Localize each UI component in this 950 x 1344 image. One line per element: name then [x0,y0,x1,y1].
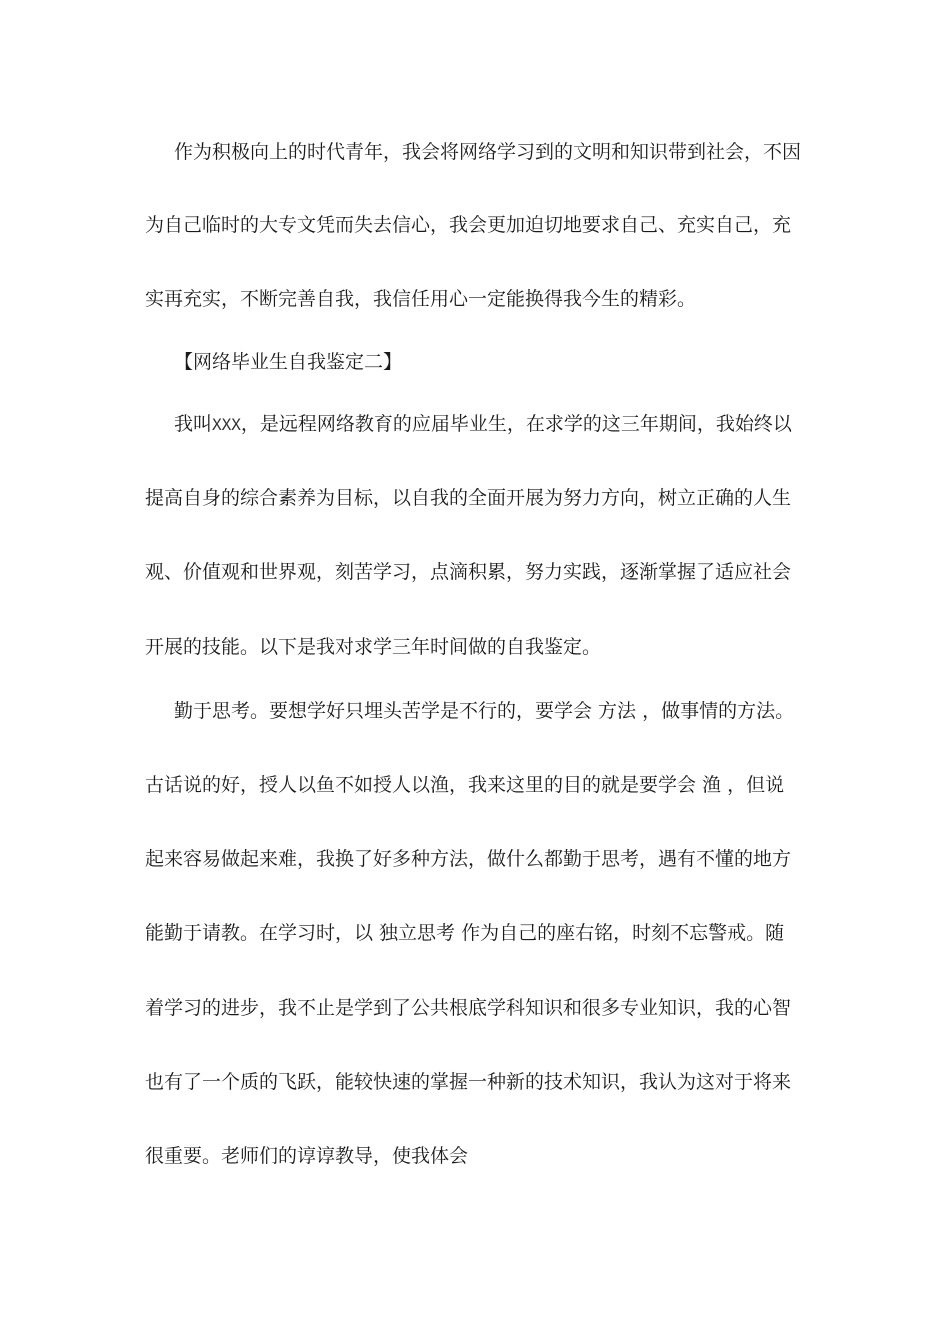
paragraph-3-line-3: 起来容易做起来难，我换了好多种方法，做什么都勤于思考，遇有不懂的地方 [145,848,792,870]
paragraph-3-line-2: 古话说的好，授人以鱼不如授人以渔，我来这里的目的就是要学会 渔 ，但说 [145,774,785,796]
paragraph-2-rest: ，是远程网络教育的应届毕业生，在求学的这三年期间，我始终以 [240,413,792,435]
paragraph-1-line-2: 为自己临时的大专文凭而失去信心，我会更加迫切地要求自己、充实自己，充 [145,214,792,236]
paragraph-2-line-2: 提高自身的综合素养为目标，以自我的全面开展为努力方向，树立正确的人生 [145,487,792,509]
paragraph-2-line-1 [174,411,805,438]
paragraph-3-line-6: 也有了一个质的飞跃，能较快速的掌握一种新的技术知识，我认为这对于将来 [145,1071,792,1093]
paragraph-3-line-5: 着学习的进步，我不止是学到了公共根底学科知识和很多专业知识，我的心智 [145,997,792,1019]
paragraph-1-line-3: 实再充实，不断完善自我，我信任用心一定能换得我今生的精彩。 [145,288,697,310]
paragraph-2-line-4: 开展的技能。以下是我对求学三年时间做的自我鉴定。 [145,636,602,658]
paragraph-3-line-7: 很重要。老师们的谆谆教导，使我体会 [145,1145,469,1167]
paragraph-3-line-4: 能勤于请教。在学习时，以 独立思考 作为自己的座右铭，时刻不忘警戒。随 [145,922,785,944]
paragraph-3-line-1: 勤于思考。要想学好只埋头苦学是不行的，要学会 方法 ，做事情的方法。 [174,700,795,722]
paragraph-2-line-3: 观、价值观和世界观，刻苦学习，点滴积累，努力实践，逐渐掌握了适应社会 [145,561,792,583]
name-placeholder: XXX [212,415,241,434]
section-heading: 【网络毕业生自我鉴定二】 [174,351,403,373]
paragraph-1-line-1: 作为积极向上的时代青年，我会将网络学习到的文明和知识带到社会，不因 [174,141,802,163]
paragraph-2-lead: 我叫 [174,413,213,435]
